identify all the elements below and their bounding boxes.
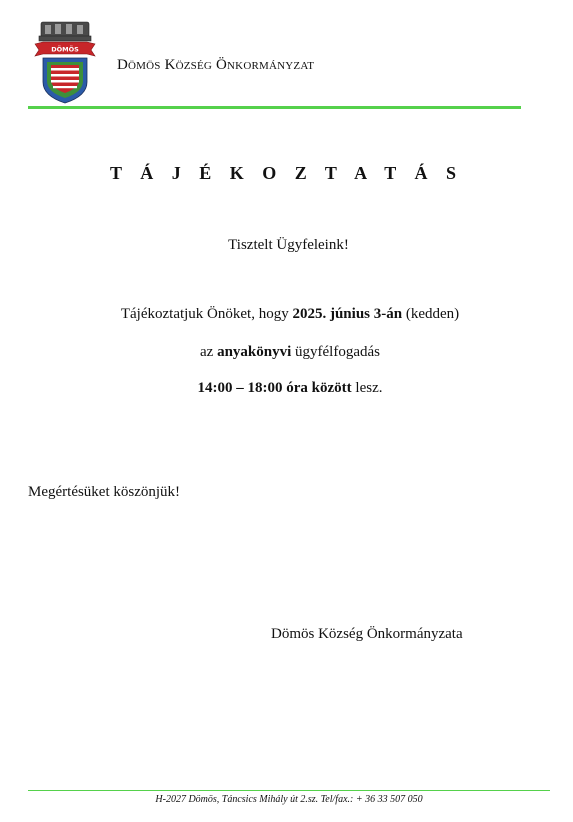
greeting: Tisztelt Ügyfeleink! (228, 237, 349, 253)
line3-suffix: lesz. (351, 380, 383, 396)
footer-divider (28, 790, 550, 791)
crest-banner-text: DÖMÖS (51, 45, 79, 54)
line2-office: anyakönyvi (217, 344, 292, 360)
line1-date: 2025. június 3-án (292, 306, 403, 322)
footer-address: H-2027 Dömös, Táncsics Mihály út 2.sz. Tel/fax.: + 36 33 507 050 (155, 794, 423, 805)
notice-heading: T Á J É K O Z T A T Á S (110, 163, 463, 183)
signature: Dömös Község Önkormányzata (271, 626, 463, 642)
notice-line-date (0, 306, 573, 323)
notice-line-office (0, 344, 573, 361)
header-divider (28, 106, 521, 109)
org-title: Dömös Község Önkormányzat (117, 57, 315, 73)
coat-of-arms-icon (33, 18, 97, 104)
line3-hours: 14:00 – 18:00 óra között (197, 380, 352, 396)
notice-line-hours (0, 380, 573, 397)
line1-suffix: (kedden) (402, 306, 460, 322)
line2-prefix: az (200, 344, 218, 360)
line1-prefix: Tájékoztatjuk Önöket, hogy (120, 306, 293, 322)
line2-suffix: ügyfélfogadás (291, 344, 380, 360)
thanks-text: Megértésüket köszönjük! (28, 484, 181, 500)
